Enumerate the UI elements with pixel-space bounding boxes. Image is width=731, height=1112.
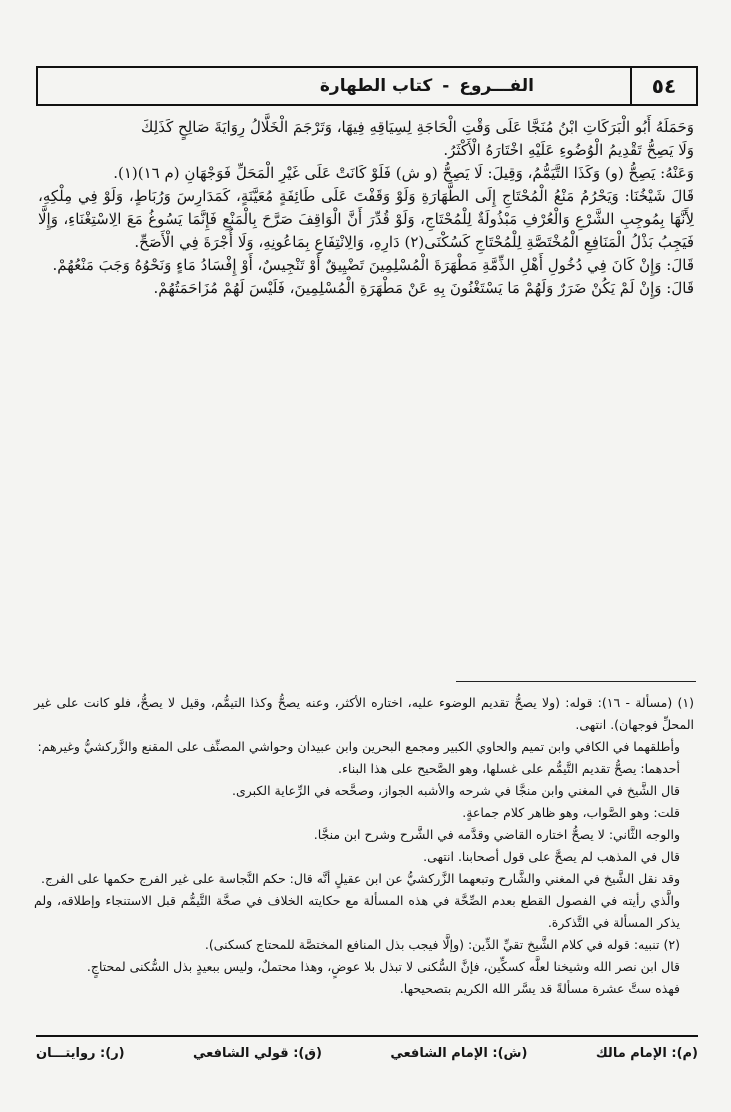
- footnote-line: والوجه الثَّاني: لا يصحُّ اختاره القاضي وقدَّمه في الشَّرح وشرح ابن منجَّا.: [313, 827, 680, 842]
- footnote-line: قال الشَّيخ في المغني وابن منجَّا في شرحه والأشبه الجواز، وصحَّحه في الرِّعاية الكبرى.: [231, 783, 680, 798]
- page-number: ٥٤: [630, 68, 696, 104]
- footnote-line: وأطلقهما في الكافي وابن تميم والحاوي الكبير ومجمع البحرين وابن عبيدان وحواشي المصنِّف على المقنع والزَّركشيُّ وغيرهم:: [37, 739, 680, 754]
- legend-separator: [36, 1035, 698, 1037]
- abbreviation-legend: [36, 1040, 698, 1066]
- section-title: الفـــروع: [459, 76, 534, 96]
- footnote-line: أحدهما: يصحُّ تقديم التَّيمُّم على غسلها، وهو الصَّحيح على هذا البناء.: [338, 761, 680, 776]
- main-paragraph: وَلَا يَصِحُّ تَقْدِيمُ الْوُضُوءِ عَلَيْهِ اخْتَارَهُ الْأَكْثَرُ.: [443, 141, 694, 159]
- book-title: كتاب الطهارة: [319, 76, 433, 96]
- footnote-line: قال في المذهب لم يصحَّ على قول أصحابنا. انتهى.: [423, 849, 680, 864]
- legend-qawli: (ق): قولي الشافعي: [193, 1045, 322, 1061]
- legend-shafii: (ش): الإمام الشافعي: [390, 1045, 528, 1061]
- legend-riwayatan: (ر): روايتـــان: [36, 1045, 125, 1061]
- running-title: [38, 68, 630, 104]
- footnote-line: قال ابن نصر الله وشيخنا لعلَّه كسكِّين، فإنَّ السُّكنى لا تبذل بلا عوضٍ، وهذا محتملٌ، وليس ببعيدٍ بذل السُّكنى لمحتاجٍ.: [86, 959, 680, 974]
- legend-malik: (م): الإمام مالك: [595, 1045, 698, 1061]
- page-header: [36, 66, 698, 106]
- footnote-line: فهذه ستَّ عشرة مسألةً قد يسَّر الله الكريم بتصحيحها.: [399, 981, 680, 996]
- main-paragraph: قَالَ شَيْخُنَا: وَيَحْرُمُ مَنْعُ الْمُحْتَاجِ إِلَى الطَّهَارَةِ وَلَوْ وَقَفْتَ عَلَى طَائِفَةٍ مُعَيَّنَةٍ، كَمَدَارِسَ وَرُبَاطٍ، وَلَوْ فِي مِلْكِهِ، لِأَنَّهَا بِمُوجِبِ الشَّرْعِ وَالْعُرْفِ مَبْذُولَةٌ لِلْمُحْتَاجِ، وَلَوْ قُدِّرَ أَنَّ الْوَاقِفَ صَرَّحَ بِالْمَنْعِ فَإِنَّمَا يَسُوغُ مَعَ الِاسْتِغْنَاءِ، وَإِلَّا فَيَجِبُ بَذْلُ الْمَنَافِعِ الْمُخْتَصَّةِ لِلْمُحْتَاجِ كَسُكْنَى(٢) دَارِهِ، وَالِانْتِفَاعِ بِمَاعُونِهِ، وَلَا أُجْرَةَ فِي الْأَصَحِّ.: [38, 187, 694, 251]
- footnote-separator: [456, 681, 696, 682]
- footnote-line: والَّذي رأيته في الفصول القطع بعدم الصِّحَّة في هذه المسألة مع حكايته الخلاف في صحَّة التَّيمُّم قبل الاستنجاء وإطلاقه، ولم يذكر المسألة في التَّذكرة.: [34, 893, 680, 930]
- main-paragraph: وَعَنْهُ: يَصِحُّ (و) وَكَذَا التَّيَمُّمُ، وَقِيلَ: لَا يَصِحُّ (و ش) فَلَوْ كَانَتْ عَلَى غَيْرِ الْمَحَلِّ فَوَجْهَانِ (م ١٦)(١).: [113, 164, 694, 182]
- footnote-line: وقد نقل الشَّيخ في المغني والشَّارح وتبعهما الزَّركشيُّ عن ابن عقيلٍ أنَّه قال: حكم النَّجاسة على غير الفرج حكمها على الفرج.: [41, 871, 680, 886]
- footnote-line: قلت: وهو الصَّواب، وهو ظاهر كلام جماعةٍ.: [462, 805, 680, 820]
- main-paragraph: قَالَ: وَإِنْ كَانَ فِي دُخُولِ أَهْلِ الذِّمَّةِ مَطْهَرَةَ الْمُسْلِمِينَ تَضْيِيقٌ أَوْ تَنْجِيسٌ، أَوْ إِفْسَادُ مَاءٍ وَنَحْوُهُ وَجَبَ مَنْعُهُمْ.: [52, 256, 694, 274]
- footnotes: [34, 692, 694, 1000]
- footnote-line: (٢) تنبيه: قوله في كلام الشَّيخ تقيِّ الدِّين: (وإلَّا فيجب بذل المنافع المختصَّة للمحتاج كسكنى).: [204, 937, 680, 952]
- main-paragraph: قَالَ: وَإِنْ لَمْ يَكُنْ ضَرَرٌ وَلَهُمْ مَا يَسْتَغْنُونَ بِهِ عَنْ مَطْهَرَةِ الْمُسْلِمِينَ، فَلَيْسَ لَهُمْ مُزَاحَمَتُهُمْ.: [153, 279, 694, 297]
- title-separator: -: [442, 76, 450, 96]
- main-paragraph: وَحَمَلَهُ أَبُو الْبَرَكَاتِ ابْنُ مُنَجَّا عَلَى وَقْتِ الْحَاجَةِ لِسِيَاقِهِ فِيهَا، وَتَرْجَمَ الْخَلَّالُ رِوَايَةَ صَالِحٍ كَذَلِكَ: [140, 118, 694, 136]
- main-text: [38, 116, 694, 300]
- footnote-line: (١) (مسألة - ١٦): قوله: (ولا يصحُّ تقديم الوضوء عليه، اختاره الأكثر، وعنه يصحُّ وكذا التيمُّم، وقيل لا يصحُّ، فلو كانت على غير المحلِّ فوجهان). انتهى.: [34, 695, 694, 732]
